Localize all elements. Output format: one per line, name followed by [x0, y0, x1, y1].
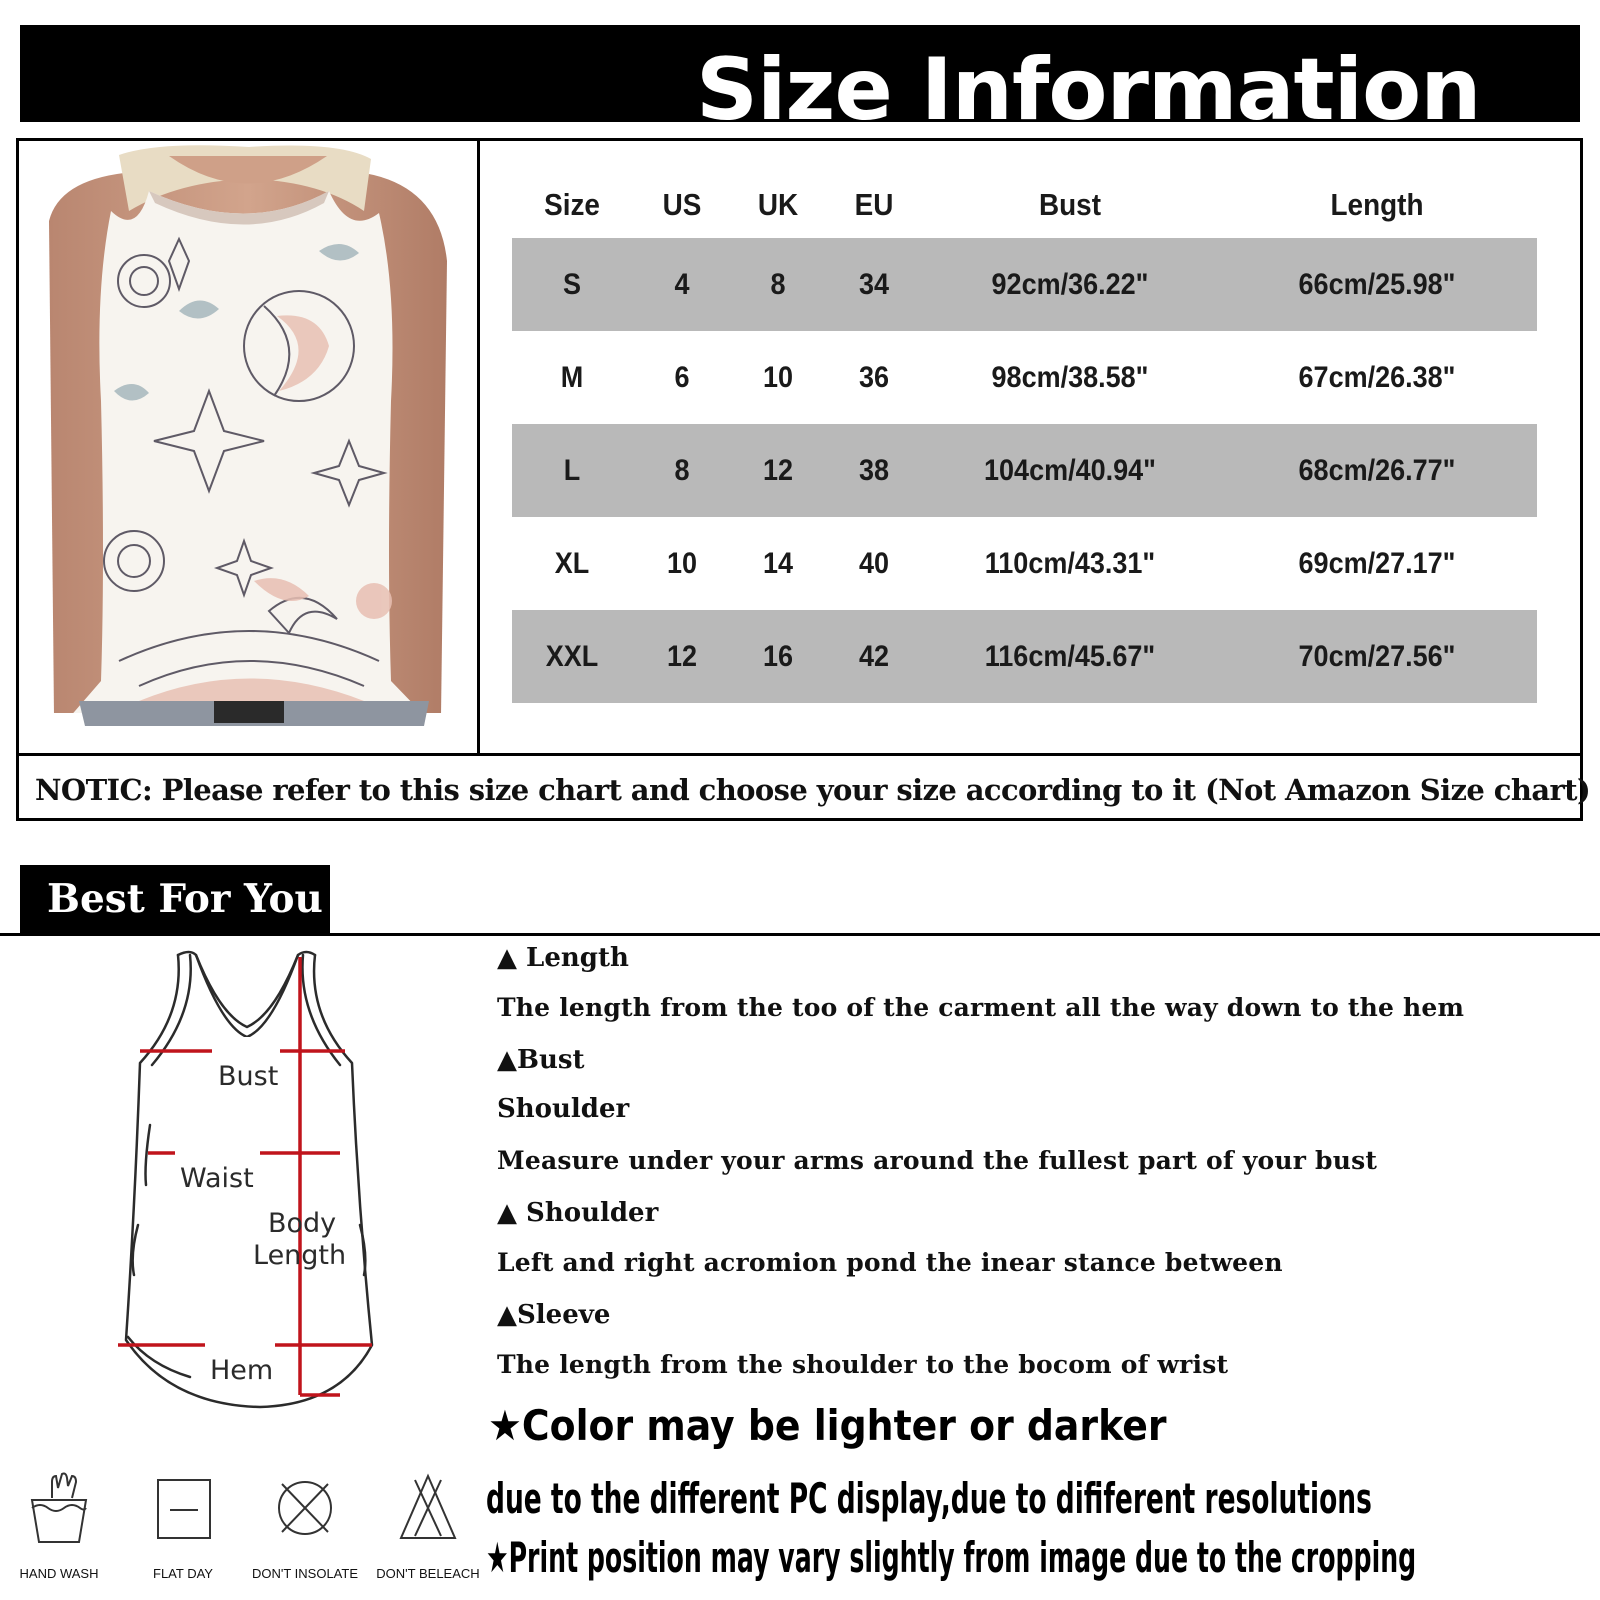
- table-cell: XXL: [545, 639, 599, 673]
- table-row: [512, 238, 1537, 331]
- table-row: [512, 424, 1537, 517]
- notice-row: [19, 753, 1591, 818]
- table-cell: 98cm/38.58": [991, 360, 1149, 394]
- table-cell: 36: [858, 360, 890, 394]
- table-cell: 14: [762, 546, 794, 580]
- care-label: HAND WASH: [19, 1566, 99, 1581]
- table-cell: 12: [666, 639, 698, 673]
- table-cell: 67cm/26.38": [1298, 360, 1456, 394]
- column-header: EU: [854, 186, 894, 222]
- guide-text: Left and right acromion pond the inear stance between: [497, 1248, 1283, 1277]
- table-cell: 40: [858, 546, 890, 580]
- table-cell: 110cm/43.31": [984, 546, 1156, 580]
- table-cell: 6: [674, 360, 690, 394]
- guide-text: The length from the shoulder to the bocom of wrist: [497, 1350, 1229, 1379]
- guide-heading-shoulder: ▲ Shoulder: [497, 1198, 659, 1228]
- page-title: Size Information: [696, 40, 1481, 140]
- table-cell: 8: [674, 453, 690, 487]
- measurement-diagram: [110, 945, 400, 1425]
- table-cell: XL: [554, 546, 590, 580]
- table-cell: 34: [858, 267, 890, 301]
- care-label: DON'T BELEACH: [376, 1566, 480, 1581]
- column-header: Size: [544, 186, 600, 222]
- tank-top-photo: [19, 141, 477, 753]
- hand-wash-icon: [24, 1470, 94, 1550]
- table-cell: M: [560, 360, 584, 394]
- table-header: [512, 170, 1537, 238]
- size-table: [512, 170, 1537, 703]
- table-cell: 12: [762, 453, 794, 487]
- table-cell: 38: [858, 453, 890, 487]
- care-dont-bleach: [373, 1470, 483, 1580]
- table-cell: 69cm/27.17": [1298, 546, 1456, 580]
- product-photo: [19, 141, 480, 753]
- table-cell: S: [562, 267, 581, 301]
- table-cell: 66cm/25.98": [1298, 267, 1456, 301]
- column-header: Length: [1330, 186, 1424, 222]
- diagram-label-body: Body: [268, 1208, 337, 1239]
- table-cell: 42: [858, 639, 890, 673]
- best-for-you-tab: [20, 865, 330, 935]
- care-label: FLAT DAY: [153, 1566, 213, 1581]
- size-notice: NOTIC: Please refer to this size chart and choose your size according to it (Not Amazon Size chart): [35, 773, 1591, 807]
- section-divider: [0, 933, 1600, 936]
- care-label: DON'T INSOLATE: [251, 1566, 359, 1581]
- column-header: Bust: [1038, 186, 1101, 222]
- table-cell: 70cm/27.56": [1298, 639, 1456, 673]
- guide-heading-length: ▲ Length: [497, 943, 629, 973]
- table-cell: L: [563, 453, 581, 487]
- guide-text: Measure under your arms around the fullest part of your bust: [497, 1146, 1378, 1175]
- print-note: ★Print position may vary slightly from image due to the cropping: [486, 1533, 1417, 1582]
- table-cell: 10: [762, 360, 794, 394]
- table-cell: 68cm/26.77": [1298, 453, 1456, 487]
- table-cell: 10: [666, 546, 698, 580]
- diagram-label-hem: Hem: [210, 1355, 274, 1386]
- table-cell: 8: [770, 267, 786, 301]
- color-note: ★Color may be lighter or darker: [488, 1401, 1167, 1450]
- table-cell: 16: [762, 639, 794, 673]
- table-cell: 4: [674, 267, 690, 301]
- guide-text: Shoulder: [497, 1094, 630, 1124]
- diagram-label-length: Length: [253, 1240, 347, 1271]
- column-header: US: [662, 186, 702, 222]
- no-bleach-icon: [393, 1470, 463, 1550]
- table-row: [512, 331, 1537, 424]
- table-cell: 92cm/36.22": [991, 267, 1149, 301]
- table-row: [512, 517, 1537, 610]
- no-tumble-dry-icon: [270, 1470, 340, 1550]
- tank-outline-diagram: [110, 945, 400, 1425]
- care-dont-insolate: [250, 1470, 360, 1580]
- column-header: UK: [757, 186, 799, 222]
- flat-dry-icon: [148, 1470, 218, 1550]
- section-title: Best For You: [47, 876, 323, 922]
- display-note: due to the different PC display,due to dififerent resolutions: [486, 1474, 1372, 1523]
- table-cell: 104cm/40.94": [984, 453, 1156, 487]
- diagram-label-waist: Waist: [180, 1163, 254, 1194]
- table-cell: 116cm/45.67": [984, 639, 1156, 673]
- care-hand-wash: [4, 1470, 114, 1580]
- guide-heading-bust: ▲Bust: [497, 1045, 585, 1075]
- guide-heading-sleeve: ▲Sleeve: [497, 1300, 611, 1330]
- diagram-label-bust: Bust: [218, 1061, 279, 1092]
- guide-text: The length from the too of the carment all the way down to the hem: [497, 993, 1465, 1022]
- title-bar: [20, 25, 1580, 140]
- table-row: [512, 610, 1537, 703]
- care-flat-dry: [128, 1470, 238, 1580]
